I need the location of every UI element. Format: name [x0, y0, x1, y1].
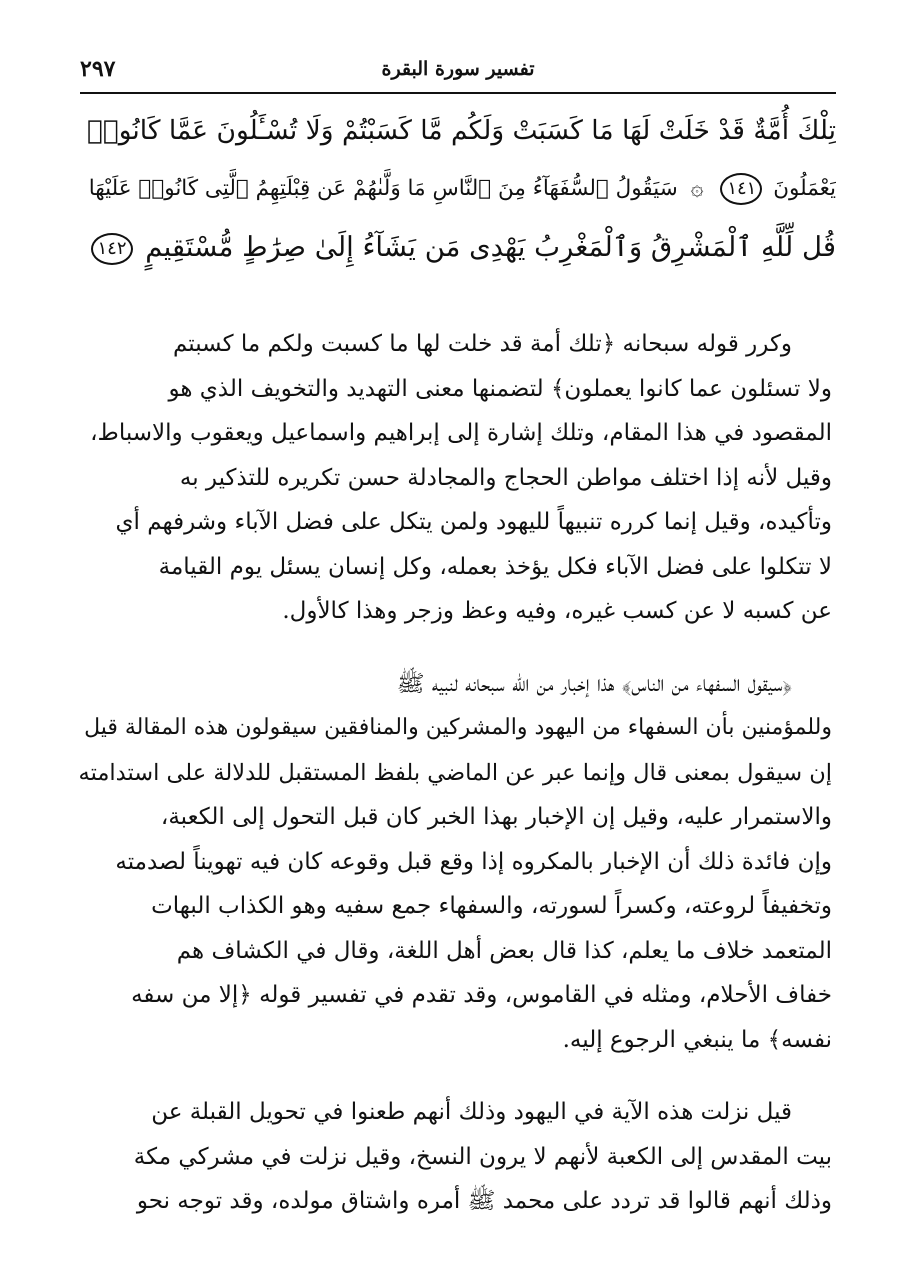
- quran-line-3: [80, 218, 836, 276]
- quran-verses-block: [80, 102, 836, 276]
- text-line: وإن فائدة ذلك أن الإخبار بالمكروه إذا وقع قبل وقوعه كان فيه تهويناً لصدمته: [115, 848, 832, 875]
- text-line: وقيل لأنه إذا اختلف مواطن الحجاج والمجادلة حسن تكريره للتذكير به: [179, 464, 832, 491]
- text-line: لا تتكلوا على فضل الآباء فكل يؤخذ بعمله، وكل إنسان يسئل يوم القيامة: [158, 553, 832, 580]
- quran-text: تِلْكَ أُمَّةٌ قَدْ خَلَتْ لَهَا مَا كَسَبَتْ وَلَكُم مَّا كَسَبْتُمْ وَلَا تُسْـَٔلُونَ عَمَّا كَانُوا۟: [86, 115, 836, 146]
- commentary-paragraph-1: [80, 322, 832, 634]
- text-line: وللمؤمنين بأن السفهاء من اليهود والمشركين والمنافقين سيقولون هذه المقالة قيل: [84, 715, 832, 740]
- text-line: ولا تسئلون عما كانوا يعملون﴾ لتضمنها معنى التهديد والتخويف الذي هو: [168, 375, 832, 402]
- quran-line-1: [80, 102, 836, 160]
- commentary-paragraph-3: [80, 1090, 832, 1224]
- text-line: قيل نزلت هذه الآية في اليهود وذلك أنهم طعنوا في تحويل القبلة عن: [151, 1099, 792, 1125]
- text-line: إن سيقول بمعنى قال وإنما عبر عن الماضي بلفظ المستقبل للدلالة على استدامته: [78, 759, 832, 786]
- text-line: والاستمرار عليه، وقيل إن الإخبار بهذا الخبر كان قبل التحول إلى الكعبة،: [160, 804, 832, 830]
- page-number: ٢٩٧: [80, 56, 116, 82]
- text-line: ﴿سيقول السفهاء من الناس﴾ هذا إخبار من الله سبحانه لنبيه ﷺ: [396, 670, 792, 697]
- text-line: وذلك أنهم قالوا قد تردد على محمد ﷺ أمره واشتاق مولده، وقد توجه نحو: [136, 1188, 832, 1214]
- text-line: خفاف الأحلام، ومثله في القاموس، وقد تقدم في تفسير قوله ﴿إلا من سفه: [131, 982, 832, 1008]
- text-line: نفسه﴾ ما ينبغي الرجوع إليه.: [562, 1026, 832, 1053]
- ayah-number-marker: ١٤٢: [91, 233, 133, 265]
- commentary-paragraph-2: [80, 662, 832, 1063]
- text-line: المقصود في هذا المقام، وتلك إشارة إلى إبراهيم واسماعيل ويعقوب والاسباط،: [90, 420, 832, 446]
- text-line: وتأكيده، وقيل إنما كرره تنبيهاً لليهود ولمن يتكل على فضل الآباء وشرفهم أي: [115, 509, 832, 535]
- text-line: وكرر قوله سبحانه ﴿تلك أمة قد خلت لها ما كسبت ولكم ما كسبتم: [172, 331, 792, 357]
- quran-text: قُل لِّلَّهِ ٱلْمَشْرِقُ وَٱلْمَغْرِبُ يَهْدِى مَن يَشَآءُ إِلَىٰ صِرَٰطٍ مُّسْتَقِيمٍ: [145, 231, 836, 263]
- commentary-body: [80, 322, 832, 1252]
- page-header: [80, 52, 836, 94]
- quran-text: سَيَقُولُ ٱلسُّفَهَآءُ مِنَ ٱلنَّاسِ مَا وَلَّىٰهُمْ عَن قِبْلَتِهِمُ ٱلَّتِى كَانُوا۟ عَلَيْهَا: [88, 176, 678, 201]
- text-line: المتعمد خلاف ما يعلم، كذا قال بعض أهل اللغة، وقال في الكشاف هم: [176, 937, 832, 964]
- quran-line-2: [80, 160, 836, 218]
- text-line: بيت المقدس إلى الكعبة لأنهم لا يرون النسخ، وقيل نزلت في مشركي مكة: [133, 1143, 832, 1170]
- running-title: تفسير سورة البقرة: [381, 58, 535, 80]
- ayah-number-marker: ١٤١: [720, 173, 762, 205]
- text-line: عن كسبه لا عن كسب غيره، وفيه وعظ وزجر وهذا كالأول.: [282, 598, 832, 624]
- text-line: وتخفيفاً لروعته، وكسراً لسورته، والسفهاء جمع سفيه وهو الكذاب البهات: [151, 893, 832, 919]
- quran-text: يَعْمَلُونَ: [773, 176, 836, 201]
- hizb-flower-icon: ۞: [690, 176, 704, 201]
